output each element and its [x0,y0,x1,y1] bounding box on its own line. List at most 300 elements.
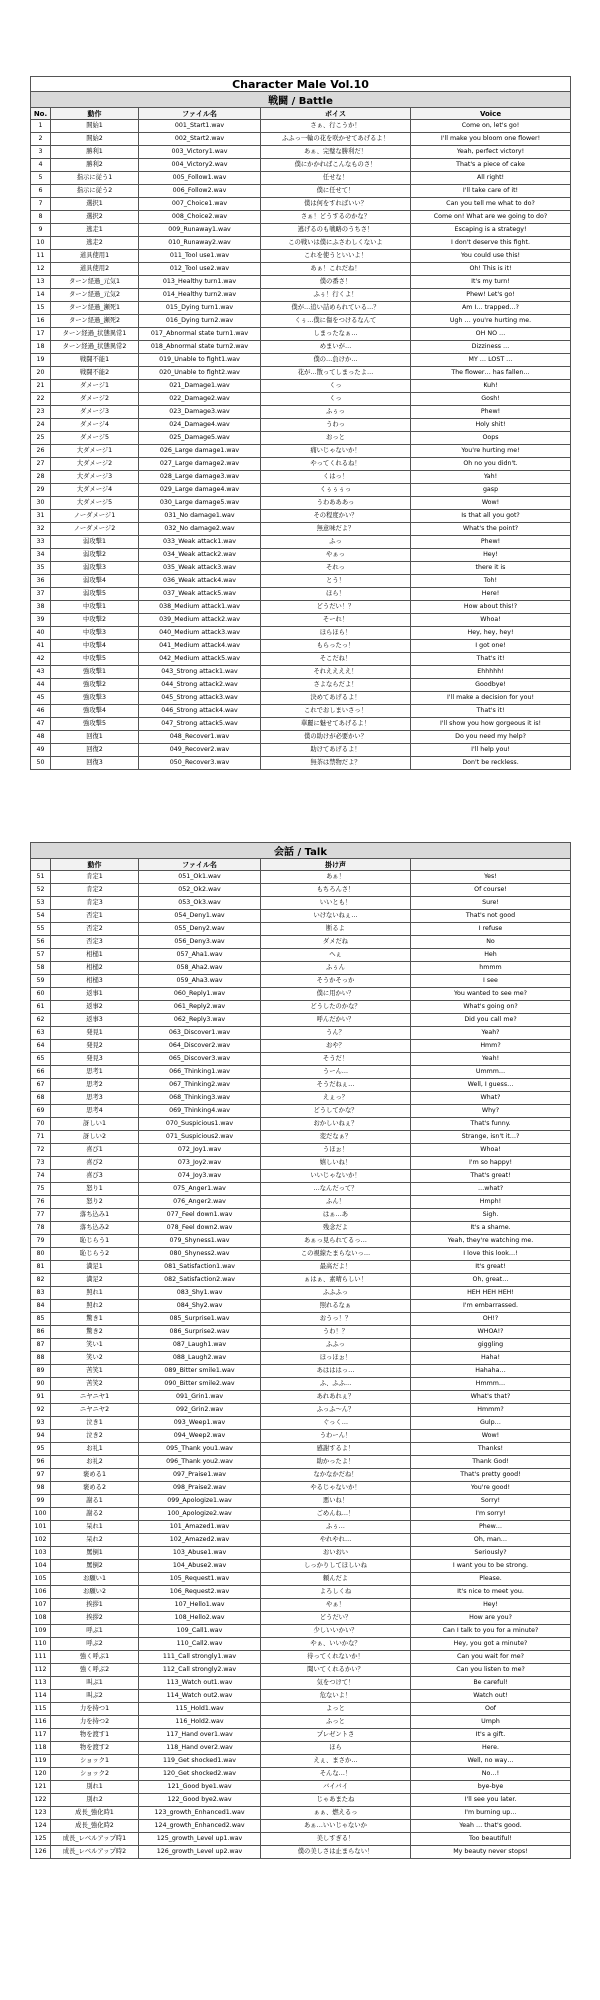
table-row [31,1248,571,1261]
voice-jp-cell: ふふっ [261,1339,411,1352]
action-cell: 道具使用2 [51,263,139,276]
row-number: 2 [31,133,51,146]
action-cell: 強く呼ぶ1 [51,1651,139,1664]
filename-cell: 013_Healthy turn1.wav [139,276,261,289]
action-cell: 発見3 [51,1053,139,1066]
row-number: 4 [31,159,51,172]
action-cell: 謝る1 [51,1495,139,1508]
voice-jp-cell: そうだ！ [261,1053,411,1066]
action-cell: ターン経過_状態異常1 [51,328,139,341]
filename-cell: 072_Joy1.wav [139,1144,261,1157]
voice-en-cell: Please. [411,1573,571,1586]
action-cell: 中攻撃2 [51,614,139,627]
voice-jp-cell: ふっと [261,1716,411,1729]
filename-cell: 112_Call strongly2.wav [139,1664,261,1677]
row-number: 117 [31,1729,51,1742]
voice-en-cell: What's that? [411,1391,571,1404]
filename-cell: 088_Laugh2.wav [139,1352,261,1365]
filename-cell: 019_Unable to fight1.wav [139,354,261,367]
action-cell: 叫ぶ2 [51,1690,139,1703]
table-row [31,445,571,458]
voice-jp-cell: それええええ！ [261,666,411,679]
row-number: 78 [31,1222,51,1235]
table-row [31,471,571,484]
voice-jp-cell: もらったっ！ [261,640,411,653]
voice-jp-cell: えぇっ？ [261,1092,411,1105]
voice-jp-cell: 感謝するよ！ [261,1443,411,1456]
action-cell: 笑い1 [51,1339,139,1352]
action-cell: 勝利1 [51,146,139,159]
filename-cell: 036_Weak attack4.wav [139,575,261,588]
voice-jp-cell: ふっふ～ん？ [261,1404,411,1417]
table-row [31,1105,571,1118]
action-cell: ノーダメージ2 [51,523,139,536]
voice-jp-cell: ふぅ！行くよ！ [261,289,411,302]
row-number: 32 [31,523,51,536]
table-row [31,302,571,315]
action-cell: 別れ2 [51,1794,139,1807]
table-row [31,936,571,949]
table-row [31,757,571,770]
filename-cell: 015_Dying turn1.wav [139,302,261,315]
row-number: 105 [31,1573,51,1586]
voice-en-cell: Is that all you got? [411,510,571,523]
filename-cell: 114_Watch out2.wav [139,1690,261,1703]
table-row [31,1287,571,1300]
voice-jp-cell: 僕の美しさは止まらない！ [261,1846,411,1859]
voice-jp-cell: ごめんね…！ [261,1508,411,1521]
voice-en-cell: You wanted to see me? [411,988,571,1001]
voice-jp-cell: おいおい [261,1547,411,1560]
action-cell: 落ち込み2 [51,1222,139,1235]
voice-jp-cell: どうしてかな？ [261,1105,411,1118]
table-row [31,1534,571,1547]
voice-jp-cell: 待ってくれないか！ [261,1651,411,1664]
filename-cell: 099_Apologize1.wav [139,1495,261,1508]
table-row [31,1430,571,1443]
action-cell: 肯定2 [51,884,139,897]
action-cell: 力を持つ2 [51,1716,139,1729]
filename-cell: 078_Feel down2.wav [139,1222,261,1235]
filename-cell: 031_No damage1.wav [139,510,261,523]
filename-cell: 093_Weep1.wav [139,1417,261,1430]
filename-cell: 126_growth_Level up2.wav [139,1846,261,1859]
row-number: 103 [31,1547,51,1560]
filename-cell: 098_Praise2.wav [139,1482,261,1495]
voice-en-cell: Hmmm… [411,1378,571,1391]
filename-cell: 042_Medium attack5.wav [139,653,261,666]
table-row [31,185,571,198]
voice-en-cell: Yes! [411,871,571,884]
row-number: 88 [31,1352,51,1365]
filename-cell: 117_Hand over1.wav [139,1729,261,1742]
action-cell: 訝しい2 [51,1131,139,1144]
voice-jp-cell: これでおしまいさっ！ [261,705,411,718]
action-cell: ショック2 [51,1768,139,1781]
row-number: 70 [31,1118,51,1131]
table-row [31,1573,571,1586]
voice-jp-cell: 悪いね！ [261,1495,411,1508]
voice-jp-cell: あぁ！これだね！ [261,263,411,276]
filename-cell: 035_Weak attack3.wav [139,562,261,575]
action-cell: 大ダメージ4 [51,484,139,497]
voice-en-cell: Oof [411,1703,571,1716]
filename-cell: 058_Aha2.wav [139,962,261,975]
row-number: 9 [31,224,51,237]
voice-jp-cell: ほら！ [261,588,411,601]
voice-en-cell: It's great! [411,1261,571,1274]
table-row [31,1365,571,1378]
table-row [31,1079,571,1092]
table-row [31,1391,571,1404]
table-row [31,1794,571,1807]
action-cell: 強攻撃2 [51,679,139,692]
table-row [31,988,571,1001]
action-cell: 相槌2 [51,962,139,975]
row-number: 110 [31,1638,51,1651]
row-number: 21 [31,380,51,393]
table-row [31,627,571,640]
voice-jp-cell: うわーん！ [261,1430,411,1443]
filename-cell: 111_Call strongly1.wav [139,1651,261,1664]
filename-cell: 050_Recover3.wav [139,757,261,770]
row-number: 51 [31,871,51,884]
voice-jp-cell: ふ、ふふ… [261,1378,411,1391]
voice-en-cell: All right! [411,172,571,185]
action-cell: 戦闘不能2 [51,367,139,380]
filename-cell: 033_Weak attack1.wav [139,536,261,549]
voice-jp-cell: くっ [261,380,411,393]
voice-en-cell: Thanks! [411,1443,571,1456]
voice-jp-cell: 照れるなぁ [261,1300,411,1313]
filename-cell: 115_Hold1.wav [139,1703,261,1716]
row-number: 114 [31,1690,51,1703]
table-row [31,1274,571,1287]
column-header-action: 動作 [51,859,139,871]
table-row [31,1677,571,1690]
row-number: 12 [31,263,51,276]
table-row [31,1703,571,1716]
voice-en-cell: Sure! [411,897,571,910]
voice-jp-cell: いいとも！ [261,897,411,910]
table-row [31,1027,571,1040]
table-row [31,1664,571,1677]
filename-cell: 116_Hold2.wav [139,1716,261,1729]
table-row [31,705,571,718]
column-header-voice-jp: ボイス [261,108,411,120]
talk-sheet [30,842,570,1859]
voice-en-cell: Do you need my help? [411,731,571,744]
action-cell: 否定1 [51,910,139,923]
voice-en-cell: Wow! [411,1430,571,1443]
table-row [31,1261,571,1274]
table-row [31,601,571,614]
filename-cell: 010_Runaway2.wav [139,237,261,250]
table-row [31,884,571,897]
filename-cell: 095_Thank you1.wav [139,1443,261,1456]
action-cell: 泣き1 [51,1417,139,1430]
action-cell: 回復3 [51,757,139,770]
filename-cell: 083_Shy1.wav [139,1287,261,1300]
table-row [31,224,571,237]
table-row [31,640,571,653]
row-number: 124 [31,1820,51,1833]
row-number: 75 [31,1183,51,1196]
column-header-no [31,859,51,871]
voice-jp-cell: 助かったよ！ [261,1456,411,1469]
voice-en-cell: bye-bye [411,1781,571,1794]
voice-en-cell: Whoa! [411,1144,571,1157]
filename-cell: 119_Get shocked1.wav [139,1755,261,1768]
action-cell: 弱攻撃5 [51,588,139,601]
action-cell: 泣き2 [51,1430,139,1443]
voice-en-cell: Heh [411,949,571,962]
filename-cell: 020_Unable to fight2.wav [139,367,261,380]
filename-cell: 047_Strong attack5.wav [139,718,261,731]
action-cell: 怒り1 [51,1183,139,1196]
filename-cell: 037_Weak attack5.wav [139,588,261,601]
row-number: 121 [31,1781,51,1794]
voice-en-cell: Can I talk to you for a minute? [411,1625,571,1638]
voice-en-cell: Goodbye! [411,679,571,692]
voice-jp-cell: ふぅ… [261,1521,411,1534]
action-cell: 逃走2 [51,237,139,250]
voice-jp-cell: そうだねぇ… [261,1079,411,1092]
voice-en-cell: Sorry! [411,1495,571,1508]
voice-en-cell: Escaping is a strategy! [411,224,571,237]
table-row [31,341,571,354]
row-number: 111 [31,1651,51,1664]
voice-en-cell: Yeah? [411,1027,571,1040]
voice-jp-cell: くぅ…僕に傷をつけるなんて [261,315,411,328]
action-cell: 弱攻撃4 [51,575,139,588]
voice-jp-cell: バイバイ [261,1781,411,1794]
voice-en-cell: Gosh! [411,393,571,406]
voice-en-cell: What's going on? [411,1001,571,1014]
row-number: 11 [31,250,51,263]
voice-en-cell: Can you listen to me? [411,1664,571,1677]
filename-cell: 077_Feel down1.wav [139,1209,261,1222]
action-cell: ダメージ1 [51,380,139,393]
action-cell: 褒める2 [51,1482,139,1495]
filename-cell: 059_Aha3.wav [139,975,261,988]
row-number: 101 [31,1521,51,1534]
table-row [31,1833,571,1846]
row-number: 20 [31,367,51,380]
row-number: 23 [31,406,51,419]
voice-en-cell: Holy shit! [411,419,571,432]
filename-cell: 125_growth_Level up1.wav [139,1833,261,1846]
table-row [31,367,571,380]
voice-en-cell: Yeah! [411,1053,571,1066]
voice-jp-cell: 僕の番さ！ [261,276,411,289]
table-row [31,1469,571,1482]
row-number: 38 [31,601,51,614]
table-row [31,1131,571,1144]
action-cell: 呆れ2 [51,1534,139,1547]
table-row [31,1417,571,1430]
table-row [31,575,571,588]
action-cell: 開始1 [51,120,139,133]
action-cell: ノーダメージ1 [51,510,139,523]
row-number: 31 [31,510,51,523]
filename-cell: 012_Tool use2.wav [139,263,261,276]
table-row [31,1118,571,1131]
row-number: 34 [31,549,51,562]
voice-en-cell: Don't be reckless. [411,757,571,770]
document-title: Character Male Vol.10 [31,77,571,92]
voice-en-cell: It's a shame. [411,1222,571,1235]
voice-jp-cell: これを使うといいよ！ [261,250,411,263]
voice-en-cell: Hey, you got a minute? [411,1638,571,1651]
voice-jp-cell: くっ [261,393,411,406]
row-number: 81 [31,1261,51,1274]
action-cell: 強攻撃1 [51,666,139,679]
voice-jp-cell: 嬉しいね！ [261,1157,411,1170]
table-row [31,1482,571,1495]
voice-jp-cell: めまいが… [261,341,411,354]
row-number: 69 [31,1105,51,1118]
action-cell: 褒める1 [51,1469,139,1482]
row-number: 29 [31,484,51,497]
voice-en-cell: I'll see you later. [411,1794,571,1807]
voice-en-cell: Ehhhhh! [411,666,571,679]
voice-jp-cell: さよならだよ！ [261,679,411,692]
filename-cell: 092_Grin2.wav [139,1404,261,1417]
voice-jp-cell: やぁ！ [261,1599,411,1612]
voice-en-cell: Yeah … that's good. [411,1820,571,1833]
filename-cell: 032_No damage2.wav [139,523,261,536]
filename-cell: 056_Deny3.wav [139,936,261,949]
filename-cell: 087_Laugh1.wav [139,1339,261,1352]
voice-jp-cell: 頼んだよ [261,1573,411,1586]
voice-jp-cell: プレゼントさ [261,1729,411,1742]
action-cell: ショック1 [51,1755,139,1768]
voice-en-cell: Dizziness … [411,341,571,354]
voice-en-cell: Phew! [411,536,571,549]
filename-cell: 097_Praise1.wav [139,1469,261,1482]
voice-jp-cell: うわあああっ [261,497,411,510]
table-row [31,1586,571,1599]
row-number: 65 [31,1053,51,1066]
row-number: 109 [31,1625,51,1638]
voice-en-cell: That's it! [411,705,571,718]
action-cell: 苦笑2 [51,1378,139,1391]
table-row [31,1170,571,1183]
voice-jp-cell: ふふふっ [261,1287,411,1300]
action-cell: 中攻撃4 [51,640,139,653]
voice-jp-cell: あぁ、完璧な勝利だ！ [261,146,411,159]
voice-en-cell: MY … LOST … [411,354,571,367]
row-number: 24 [31,419,51,432]
voice-en-cell: HEH HEH HEH! [411,1287,571,1300]
voice-en-cell: I refuse [411,923,571,936]
filename-cell: 030_Large damage5.wav [139,497,261,510]
table-row [31,1456,571,1469]
voice-en-cell: Come on, let's go! [411,120,571,133]
row-number: 60 [31,988,51,1001]
filename-cell: 086_Surprise2.wav [139,1326,261,1339]
voice-en-cell: I'm embarrassed. [411,1300,571,1313]
column-header-voice-en [411,859,571,871]
voice-jp-cell: よっと [261,1703,411,1716]
voice-jp-cell: しっかりしてほしいね [261,1560,411,1573]
voice-en-cell: Come on! What are we going to do? [411,211,571,224]
voice-en-cell: WHOA!? [411,1326,571,1339]
filename-cell: 084_Shy2.wav [139,1300,261,1313]
action-cell: 物を渡す1 [51,1729,139,1742]
action-cell: 物を渡す2 [51,1742,139,1755]
table-row [31,120,571,133]
filename-cell: 022_Damage2.wav [139,393,261,406]
action-cell: 強攻撃5 [51,718,139,731]
table-row [31,653,571,666]
table-row [31,1521,571,1534]
action-cell: お願い1 [51,1573,139,1586]
row-number: 99 [31,1495,51,1508]
table-row [31,393,571,406]
row-number: 119 [31,1755,51,1768]
filename-cell: 080_Shyness2.wav [139,1248,261,1261]
voice-en-cell: Here. [411,1742,571,1755]
table-row [31,588,571,601]
row-number: 49 [31,744,51,757]
row-number: 120 [31,1768,51,1781]
filename-cell: 025_Damage5.wav [139,432,261,445]
action-cell: ダメージ2 [51,393,139,406]
voice-jp-cell: くぅぅぅっ [261,484,411,497]
voice-jp-cell: あぁっ見られてるっ… [261,1235,411,1248]
action-cell: 中攻撃5 [51,653,139,666]
voice-jp-cell: あはははっ… [261,1365,411,1378]
action-cell: 発見2 [51,1040,139,1053]
voice-en-cell: It's a gift. [411,1729,571,1742]
voice-jp-cell: あぁ…いいじゃないか [261,1820,411,1833]
table-row [31,1378,571,1391]
table-row [31,897,571,910]
row-number: 8 [31,211,51,224]
filename-cell: 113_Watch out1.wav [139,1677,261,1690]
voice-en-cell: I'm burning up… [411,1807,571,1820]
table-row [31,1092,571,1105]
voice-jp-cell: さぁ！どうするのかな？ [261,211,411,224]
filename-cell: 110_Call2.wav [139,1638,261,1651]
row-number: 125 [31,1833,51,1846]
row-number: 6 [31,185,51,198]
table-row [31,1508,571,1521]
row-number: 44 [31,679,51,692]
action-cell: 大ダメージ2 [51,458,139,471]
voice-jp-cell: はぁ…あ [261,1209,411,1222]
filename-cell: 046_Strong attack4.wav [139,705,261,718]
voice-en-cell: It's my turn! [411,276,571,289]
filename-cell: 003_Victory1.wav [139,146,261,159]
filename-cell: 043_Strong attack1.wav [139,666,261,679]
filename-cell: 066_Thinking1.wav [139,1066,261,1079]
row-number: 93 [31,1417,51,1430]
voice-en-cell: Hey, hey, hey! [411,627,571,640]
row-number: 67 [31,1079,51,1092]
action-cell: 照れ1 [51,1287,139,1300]
row-number: 77 [31,1209,51,1222]
row-number: 108 [31,1612,51,1625]
voice-en-cell: Hey! [411,549,571,562]
voice-en-cell: I love this look…! [411,1248,571,1261]
table-row [31,211,571,224]
voice-jp-cell: 逃げるのも戦略のうちさ！ [261,224,411,237]
row-number: 14 [31,289,51,302]
voice-en-cell: Why? [411,1105,571,1118]
